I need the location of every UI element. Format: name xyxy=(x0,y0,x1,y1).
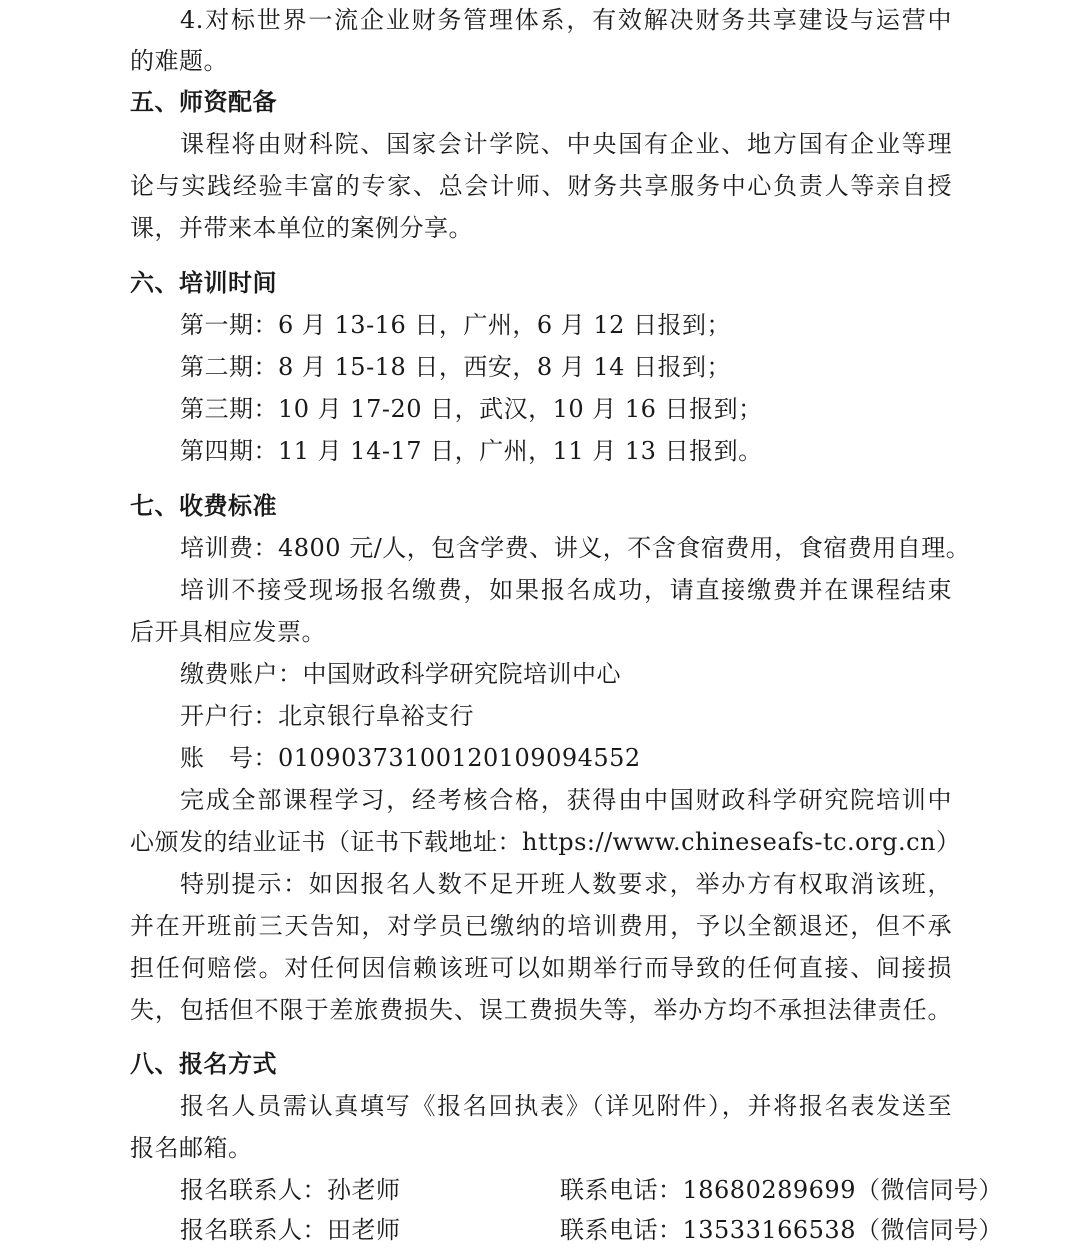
fee-line: 培训费：4800 元/人，包含学费、讲义，不含食宿费用，食宿费用自理。 xyxy=(180,534,971,562)
session-3: 第三期：10 月 17-20 日，武汉，10 月 16 日报到； xyxy=(180,395,763,423)
onsite-line1: 培训不接受现场报名缴费，如果报名成功，请直接缴费并在课程结束 xyxy=(180,576,952,604)
notice-line4: 失，包括但不限于差旅费损失、误工费损失等，举办方均不承担法律责任。 xyxy=(130,996,952,1024)
bank-name: 开户行：北京银行阜裕支行 xyxy=(180,702,474,730)
notice-line2: 并在开班前三天告知，对学员已缴纳的培训费用，予以全额退还，但不承 xyxy=(130,912,952,940)
onsite-line2: 后开具相应发票。 xyxy=(130,618,326,646)
notice-line3: 担任何赔偿。对任何因信赖该班可以如期举行而导致的任何直接、间接损 xyxy=(130,954,952,982)
section5-para-line3: 课，并带来本单位的案例分享。 xyxy=(130,214,473,242)
section7-heading: 七、收费标准 xyxy=(130,492,277,520)
cert-line1: 完成全部课程学习，经考核合格，获得由中国财政科学研究院培训中 xyxy=(180,786,952,814)
cert-line2: 心颁发的结业证书（证书下载地址：https://www.chineseafs-tc.org.cn） xyxy=(130,828,961,856)
section8-para-line1: 报名人员需认真填写《报名回执表》（详见附件），并将报名表发送至 xyxy=(180,1092,952,1120)
notice-line1: 特别提示：如因报名人数不足开班人数要求，举办方有权取消该班， xyxy=(180,870,952,898)
contact-row xyxy=(180,1212,1003,1248)
session-1: 第一期：6 月 13-16 日，广州，6 月 12 日报到； xyxy=(180,311,732,339)
account-number: 账 号：01090373100120109094552 xyxy=(180,744,641,772)
account-name: 缴费账户：中国财政科学研究院培训中心 xyxy=(180,660,621,688)
section5-para-line1: 课程将由财科院、国家会计学院、中央国有企业、地方国有企业等理 xyxy=(180,130,952,158)
section5-heading: 五、师资配备 xyxy=(130,88,277,116)
item4-line1: 4.对标世界一流企业财务管理体系，有效解决财务共享建设与运营中 xyxy=(180,6,952,34)
item4-line2: 的难题。 xyxy=(130,47,228,75)
section6-heading: 六、培训时间 xyxy=(130,269,277,297)
section5-para-line2: 论与实践经验丰富的专家、总会计师、财务共享服务中心负责人等亲自授 xyxy=(130,172,952,200)
contact-row xyxy=(180,1172,1003,1208)
session-2: 第二期：8 月 15-18 日，西安，8 月 14 日报到； xyxy=(180,353,732,381)
section8-para-line2: 报名邮箱。 xyxy=(130,1134,253,1162)
section8-heading: 八、报名方式 xyxy=(130,1050,277,1078)
session-4: 第四期：11 月 14-17 日，广州，11 月 13 日报到。 xyxy=(180,437,763,465)
contact-phone: 联系电话：18680289699（微信同号） xyxy=(560,1176,1003,1204)
contact-name: 报名联系人：田老师 xyxy=(180,1216,401,1244)
contact-phone: 联系电话：13533166538（微信同号） xyxy=(560,1216,1003,1244)
contact-name: 报名联系人：孙老师 xyxy=(180,1176,401,1204)
